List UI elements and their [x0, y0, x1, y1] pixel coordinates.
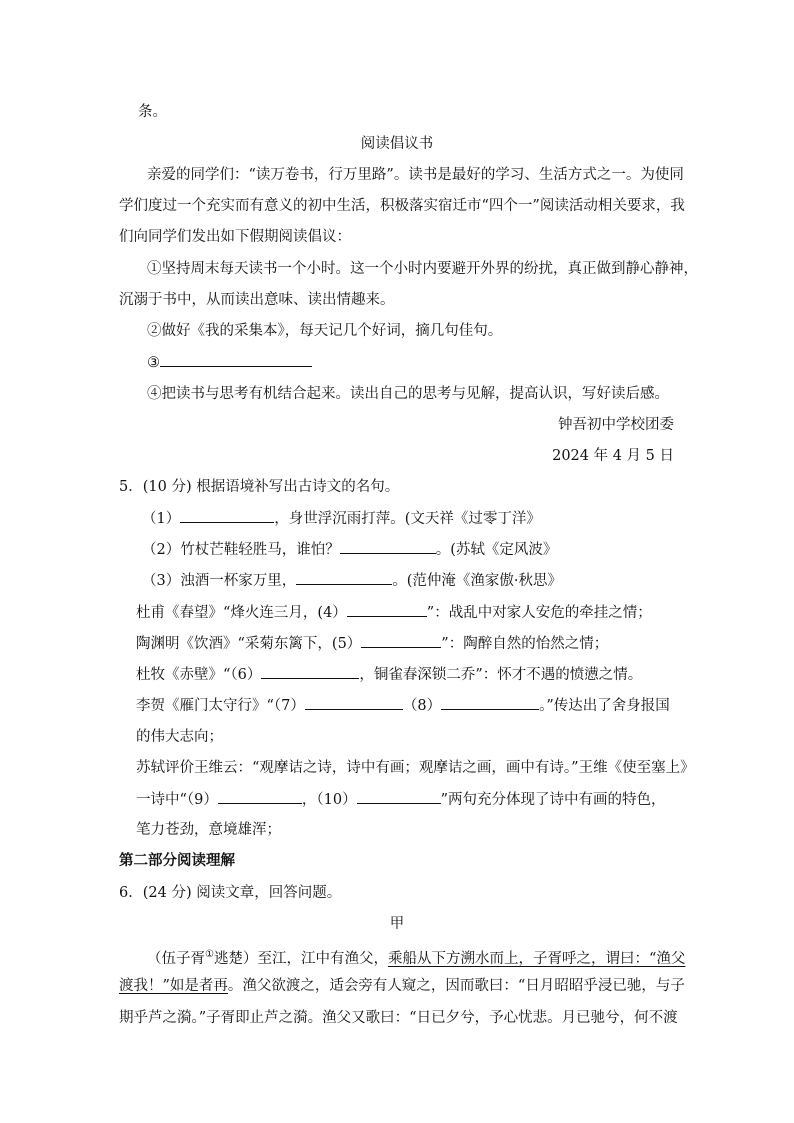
- q5-sub-8: 苏轼评价王维云：“观摩诘之诗，诗中有画；观摩诘之画，画中有诗。”王维《使至塞上》: [136, 760, 695, 776]
- q5-sub-7: 李贺《雁门太守行》“（7） （8） 。”传达出了舍身报国: [136, 695, 670, 716]
- answer-blank[interactable]: [261, 664, 359, 679]
- footnote-marker: ①: [205, 949, 214, 960]
- question-5-stem: 5．(10 分) 根据语境补写出古诗文的名句。: [119, 479, 400, 495]
- passage-line: 期乎芦之漪。”子胥即止芦之漪。渔父又歌曰：“日已夕兮，予心忧悲。月已驰兮，何不渡: [119, 1010, 678, 1026]
- proposal-paragraph-line: 亲爱的同学们：“读万卷书，行万里路”。读书是最好的学习、生活方式之一。为使同: [147, 167, 684, 183]
- q5-sub-2: （2）竹杖芒鞋轻胜马，谁怕？ 。(苏轼《定风波》: [142, 539, 557, 560]
- answer-blank[interactable]: [361, 633, 441, 648]
- proposal-paragraph-line: 学们度过一个充实而有意义的初中生活，积极落实宿迁市“四个一”阅读活动相关要求，我: [119, 198, 685, 214]
- proposal-signer: 钟吾初中学校团委: [558, 417, 674, 433]
- answer-blank[interactable]: [296, 570, 392, 585]
- passage-line: 渡我！”如是者再。渔父欲渡之，适会旁有人窥之，因而歌曰：“日月昭昭乎浸已驰，与子: [119, 978, 685, 994]
- answer-blank[interactable]: [340, 539, 436, 554]
- proposal-item-1-cont: 沉溺于书中，从而读出意味、读出情趣来。: [119, 292, 395, 308]
- item-3-number: ③: [147, 355, 160, 371]
- underlined-sentence: 渡我！”如是者再: [119, 978, 228, 994]
- answer-blank[interactable]: [441, 695, 539, 710]
- passage-line: （伍子胥①逃楚）至江，江中有渔父，乘船从下方溯水而上，子胥呼之，谓曰：“渔父: [147, 949, 686, 967]
- proposal-paragraph-line: 们向同学们发出如下假期阅读倡议：: [119, 229, 351, 245]
- q5-sub-3: （3）浊酒一杯家万里， 。(范仲淹《渔家傲·秋思》: [142, 570, 562, 591]
- answer-blank[interactable]: [357, 789, 441, 804]
- answer-blank[interactable]: [218, 789, 302, 804]
- q5-sub-7-cont: 的伟大志向；: [136, 729, 223, 745]
- passage-section-label: 甲: [389, 916, 405, 932]
- proposal-item-3: [147, 352, 312, 373]
- part-2-heading: 第二部分阅读理解: [119, 852, 235, 869]
- proposal-date: 2024 年 4 月 5 日: [552, 448, 674, 464]
- answer-blank[interactable]: [305, 695, 403, 710]
- proposal-item-1: ①坚持周末每天读书一个小时。这一个小时内要避开外界的纷扰，真正做到静心静神，: [147, 261, 698, 277]
- top-fragment: 条。: [138, 104, 167, 120]
- q5-sub-8-end: 笔力苍劲，意境雄浑；: [136, 822, 281, 838]
- answer-blank[interactable]: [347, 602, 427, 617]
- proposal-item-2: ②做好《我的采集本》，每天记几个好词，摘几句佳句。: [147, 323, 503, 339]
- answer-blank[interactable]: [180, 508, 274, 523]
- underlined-sentence: 乘船从下方溯水而上，子胥呼之，谓曰：“渔父: [387, 950, 686, 967]
- q5-sub-6: 杜牧《赤壁》“（6） ，铜雀春深锁二乔”：怀才不遇的愤懑之情。: [136, 664, 642, 685]
- q5-sub-5: 陶渊明《饮酒》“采菊东篱下，(5） ”：陶醉自然的怡然之情；: [136, 633, 608, 654]
- answer-blank[interactable]: [160, 352, 312, 367]
- question-6-stem: 6．(24 分) 阅读文章，回答问题。: [119, 885, 342, 901]
- q5-sub-1: （1） ，身世浮沉雨打萍。(文天祥《过零丁洋》: [142, 508, 541, 529]
- q5-sub-8-cont: 一诗中“（9） ，（10） ”两句充分体现了诗中有画的特色，: [136, 789, 666, 810]
- proposal-item-4: ④把读书与思考有机结合起来。读出自己的思考与见解，提高认识，写好读后感。: [147, 386, 669, 402]
- q5-sub-4: 杜甫《春望》“烽火连三月，(4） ”：战乱中对家人安危的牵挂之情；: [136, 602, 652, 623]
- proposal-title: 阅读倡议书: [360, 136, 434, 152]
